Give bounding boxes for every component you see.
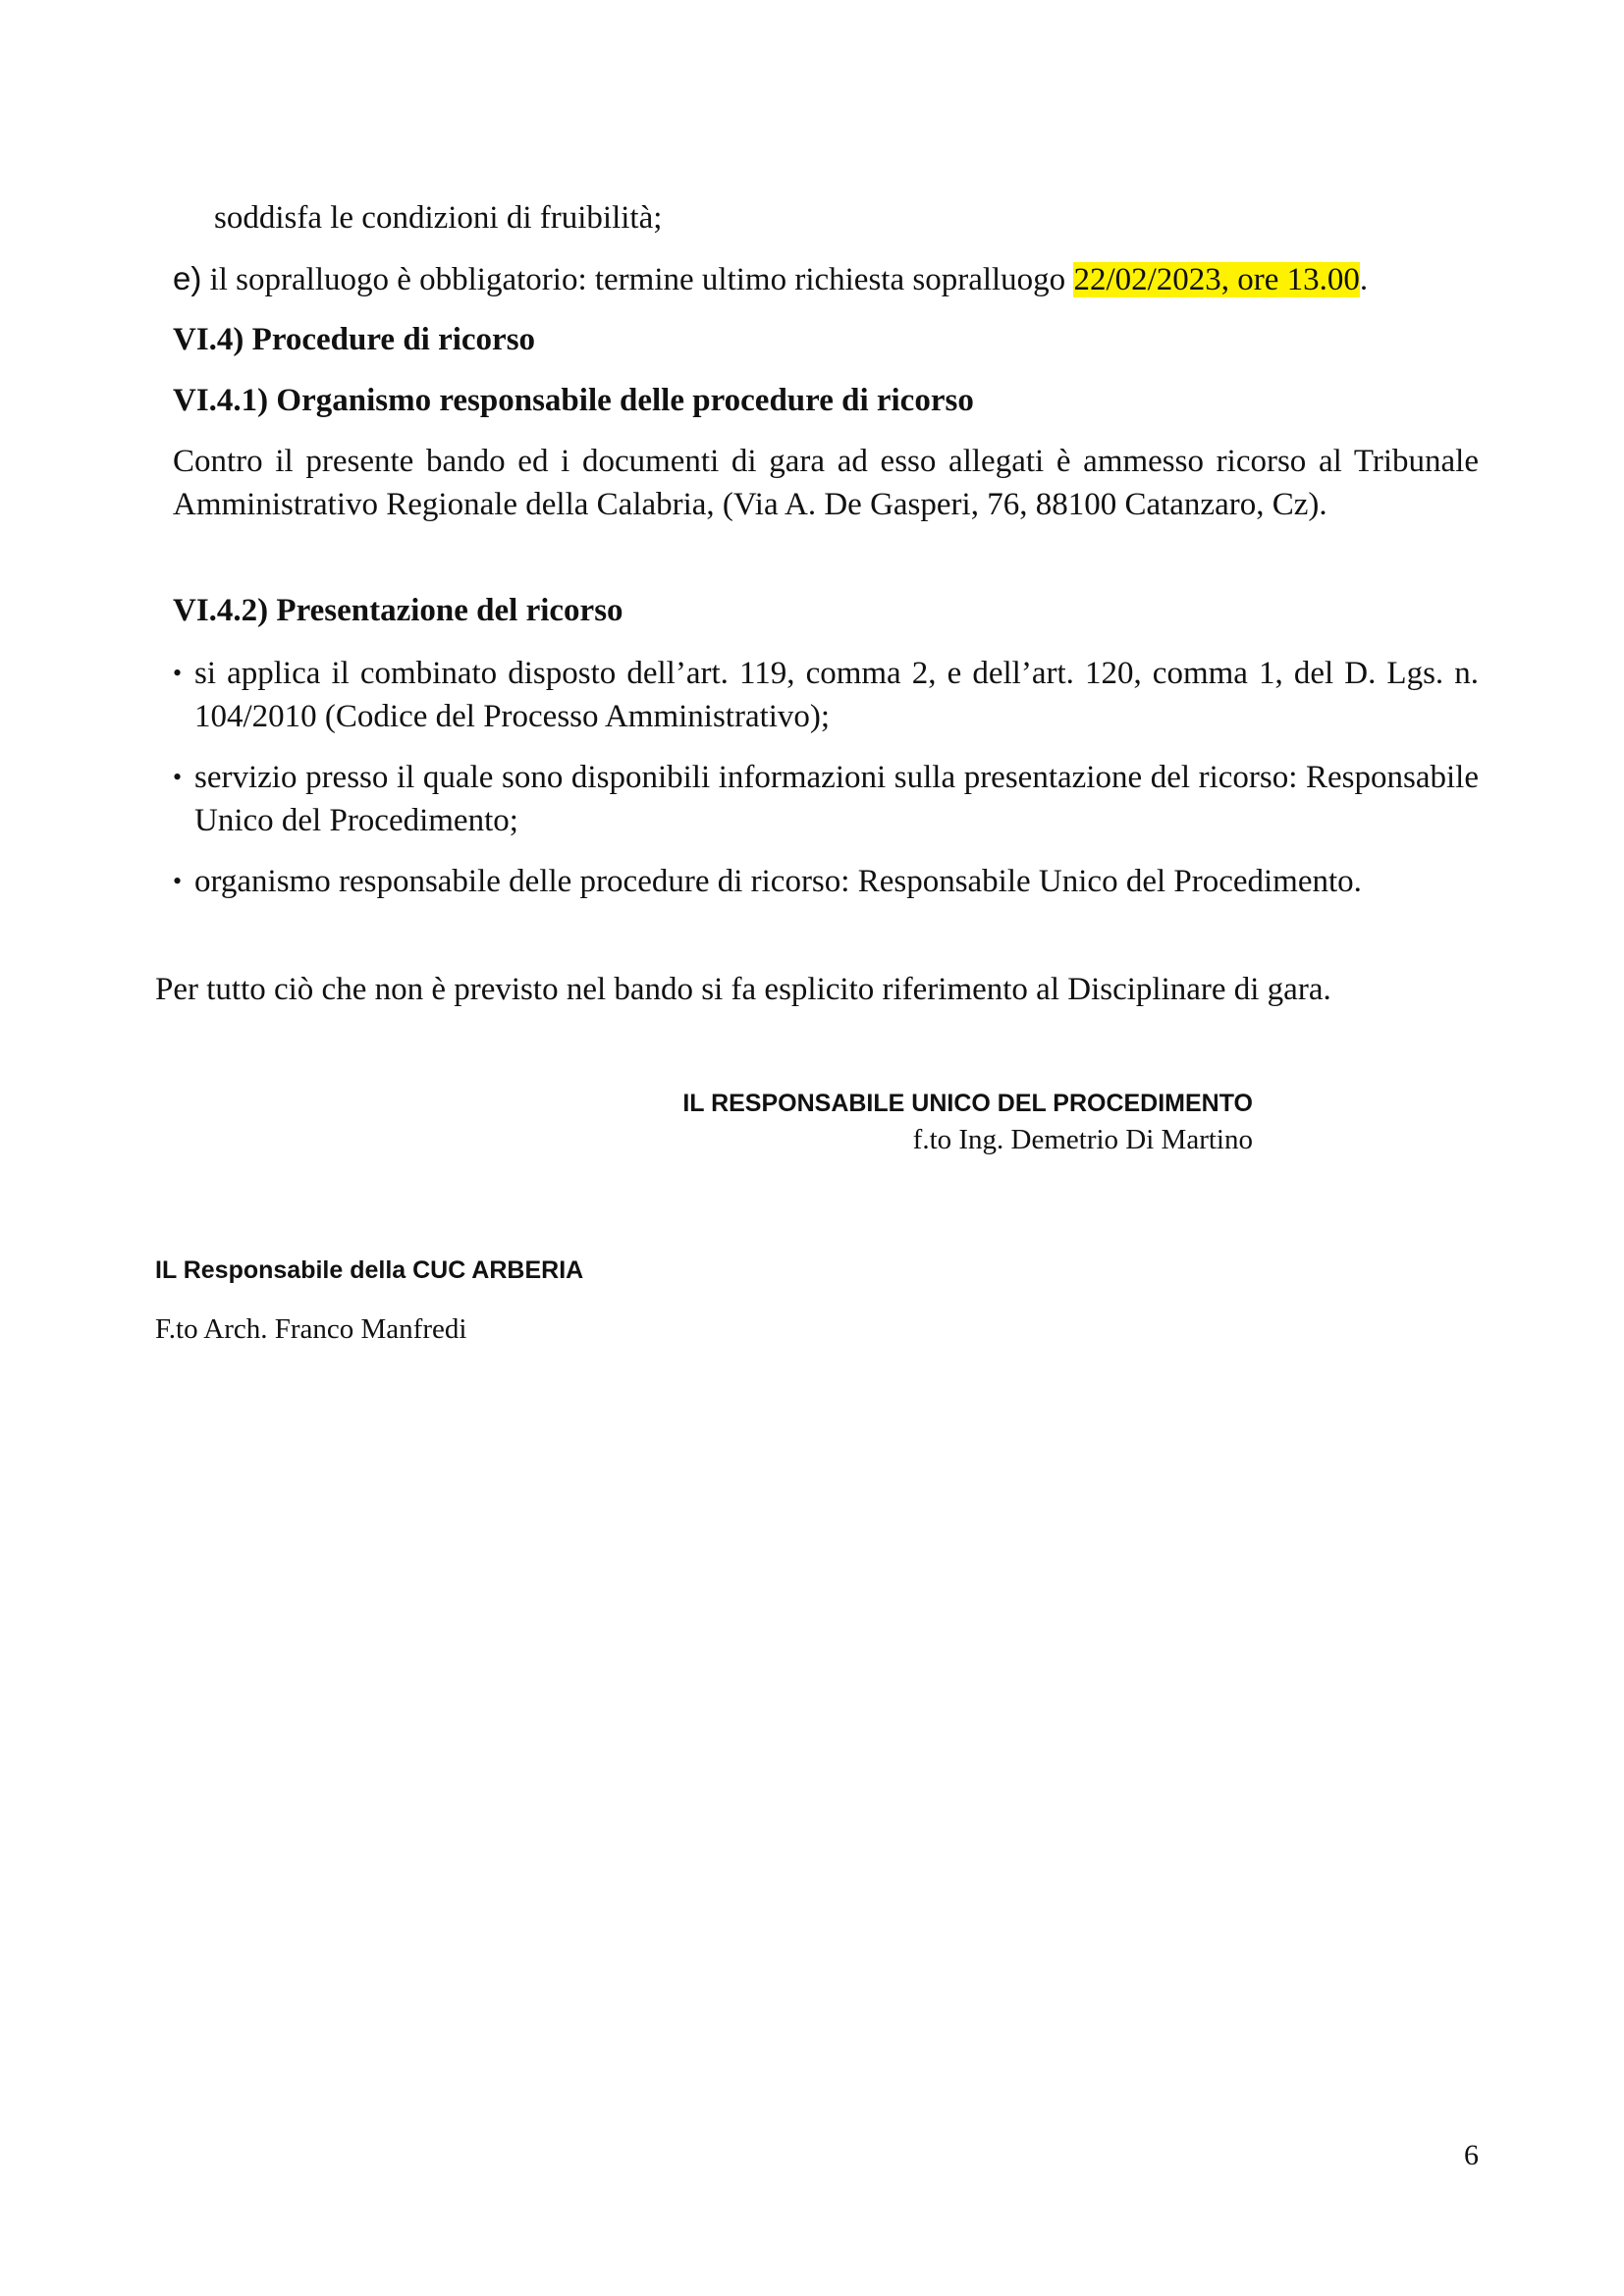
- bullet-item-1: [173, 652, 1479, 738]
- item-e-text: il sopralluogo è obbligatorio: termine ultimo richiesta sopralluogo: [209, 262, 1066, 297]
- section-vi41-body: Contro il presente bando ed i documenti di gara ad esso allegati è ammesso ricorso al Tribunale Amministrativo Regionale della Calabria, (Via A. De Gasperi, 76, 88100 Catanzaro, Cz).: [173, 444, 1479, 522]
- section-vi4-heading: VI.4) Procedure di ricorso: [173, 322, 536, 357]
- item-e-end: .: [1359, 262, 1369, 297]
- rup-signature-name: f.to Ing. Demetrio Di Martino: [912, 1124, 1253, 1155]
- bullet-icon: •: [173, 659, 183, 687]
- bullet-item-2: [173, 756, 1479, 842]
- closing-sentence: Per tutto ciò che non è previsto nel bando si fa esplicito riferimento al Disciplinare di gara.: [155, 972, 1331, 1007]
- cuc-signature-title: IL Responsabile della CUC ARBERIA: [155, 1256, 584, 1284]
- continuation-line: soddisfa le condizioni di fruibilità;: [214, 200, 663, 236]
- cuc-signature-name: F.to Arch. Franco Manfredi: [155, 1313, 467, 1345]
- bullet-text: servizio presso il quale sono disponibili informazioni sulla presentazione del ricorso: Responsabile Unico del Procedimento;: [194, 760, 1479, 838]
- page-number: 6: [1464, 2139, 1479, 2171]
- item-e: [173, 257, 1368, 301]
- section-vi41-heading: VI.4.1) Organismo responsabile delle procedure di ricorso: [173, 383, 974, 418]
- bullet-icon: •: [173, 763, 183, 791]
- rup-signature-title: IL RESPONSABILE UNICO DEL PROCEDIMENTO: [682, 1090, 1253, 1117]
- bullet-icon: •: [173, 867, 183, 895]
- deadline-highlight: 22/02/2023, ore 13.00: [1073, 262, 1360, 297]
- item-e-label: e): [173, 260, 202, 296]
- bullet-text: si applica il combinato disposto dell’art. 119, comma 2, e dell’art. 120, comma 1, del D. Lgs. n. 104/2010 (Codice del Processo Amministrativo);: [194, 656, 1479, 734]
- section-vi42-heading: VI.4.2) Presentazione del ricorso: [173, 593, 623, 628]
- bullet-item-3: [173, 860, 1479, 903]
- bullet-text: organismo responsabile delle procedure di ricorso: Responsabile Unico del Procedimento.: [194, 864, 1362, 899]
